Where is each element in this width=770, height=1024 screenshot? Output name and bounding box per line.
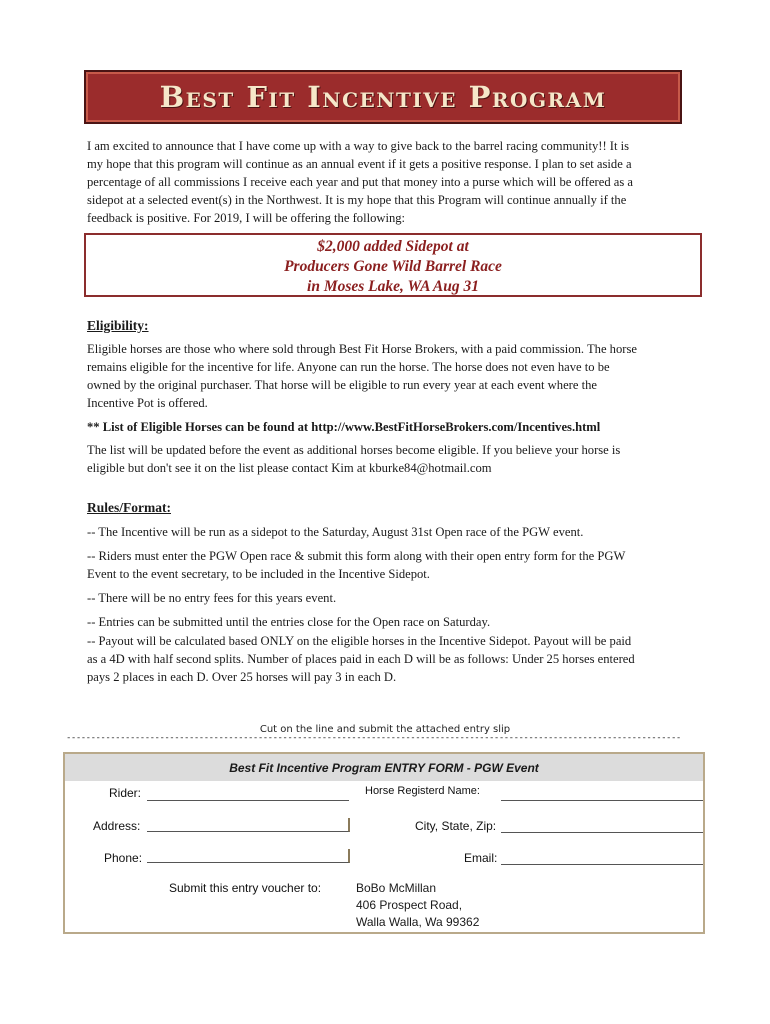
rule-item: as a 4D with half second splits. Number of places paid in each D will be as follows: Under 25 horses entered	[87, 652, 635, 666]
eligibility-heading: Eligibility:	[87, 318, 149, 333]
address-field[interactable]	[147, 818, 350, 832]
rule-item: -- Payout will be calculated based ONLY on the eligible horses in the Incentive Sidepot. Payout will be paid	[87, 634, 632, 648]
address-line: 406 Prospect Road,	[356, 898, 463, 912]
callout-line-1: $2,000 added Sidepot at	[317, 238, 469, 255]
address-line: Walla Walla, Wa 99362	[356, 915, 480, 929]
entry-form	[63, 752, 705, 934]
mailing-address	[356, 880, 479, 931]
eligible-horses-link-line[interactable]: ** List of Eligible Horses can be found at http://www.BestFitHorseBrokers.com/Incentives.html	[87, 420, 601, 434]
intro-line: feedback is positive. For 2019, I will be offering the following:	[87, 211, 406, 225]
sidepot-callout-box	[84, 233, 702, 297]
rules-heading: Rules/Format:	[87, 500, 171, 515]
callout-line-2: Producers Gone Wild Barrel Race	[284, 258, 502, 275]
rule-item: -- The Incentive will be run as a sidepot to the Saturday, August 31st Open race of the PGW event.	[87, 525, 584, 539]
eligibility-line: Eligible horses are those who where sold through Best Fit Horse Brokers, with a paid commission. The horse	[87, 342, 637, 356]
rule-item: pays 2 places in each D. Over 25 horses will pay 3 in each D.	[87, 670, 397, 684]
update-line: eligible but don't see it on the list please contact Kim at kburke84@hotmail.com	[87, 461, 492, 475]
rule-item: -- Entries can be submitted until the entries close for the Open race on Saturday.	[87, 615, 491, 629]
page-title: Best Fit Incentive Program	[159, 80, 607, 114]
cut-line: -----------------------------------------------------------------------------------------------------------------------------	[66, 733, 681, 743]
callout-line-3: in Moses Lake, WA Aug 31	[307, 278, 479, 295]
intro-line: sidepot at a selected event(s) in the Northwest. It is my hope that this Program will continue annually if the	[87, 193, 627, 207]
email-field[interactable]	[501, 851, 703, 865]
update-paragraph	[87, 441, 691, 477]
address-label: Address:	[93, 819, 141, 833]
rule-item: -- Riders must enter the PGW Open race & submit this form along with their open entry form for the PGW	[87, 549, 626, 563]
eligibility-line: remains eligible for the incentive for life. Anyone can run the horse. The horse does not even have to be	[87, 360, 610, 374]
cut-instruction: Cut on the line and submit the attached entry slip	[259, 724, 511, 735]
rider-label: Rider:	[109, 786, 142, 800]
city-state-zip-label: City, State, Zip:	[415, 819, 497, 833]
eligibility-paragraph	[87, 340, 691, 412]
city-state-zip-field[interactable]	[501, 819, 703, 833]
email-label: Email:	[464, 851, 498, 865]
eligibility-line: owned by the original purchaser. That horse will be eligible to run every year at each event where the	[87, 378, 597, 392]
submit-label: Submit this entry voucher to:	[169, 881, 322, 895]
intro-line: my hope that this program will continue as an annual event if it gets a positive response. I plan to set aside a	[87, 157, 632, 171]
horse-name-label: Horse Registerd Name:	[365, 785, 480, 797]
entry-form-title: Best Fit Incentive Program ENTRY FORM - PGW Event	[65, 754, 703, 781]
phone-field[interactable]	[147, 849, 350, 863]
intro-line: percentage of all commissions I receive each year and put that money into a purse which will be offered as a	[87, 175, 633, 189]
intro-line: I am excited to announce that I have come up with a way to give back to the barrel racing community!! It is	[87, 139, 630, 153]
rule-item: -- There will be no entry fees for this years event.	[87, 591, 337, 605]
phone-label: Phone:	[104, 851, 143, 865]
rider-field[interactable]	[147, 787, 349, 801]
eligibility-line: Incentive Pot is offered.	[87, 396, 208, 410]
horse-name-field[interactable]	[501, 787, 703, 801]
rule-item: Event to the event secretary, to be included in the Incentive Sidepot.	[87, 567, 430, 581]
title-banner	[84, 70, 682, 124]
intro-paragraph	[87, 137, 691, 227]
update-line: The list will be updated before the event as additional horses become eligible. If you believe your horse is	[87, 443, 621, 457]
address-line: BoBo McMillan	[356, 881, 437, 895]
